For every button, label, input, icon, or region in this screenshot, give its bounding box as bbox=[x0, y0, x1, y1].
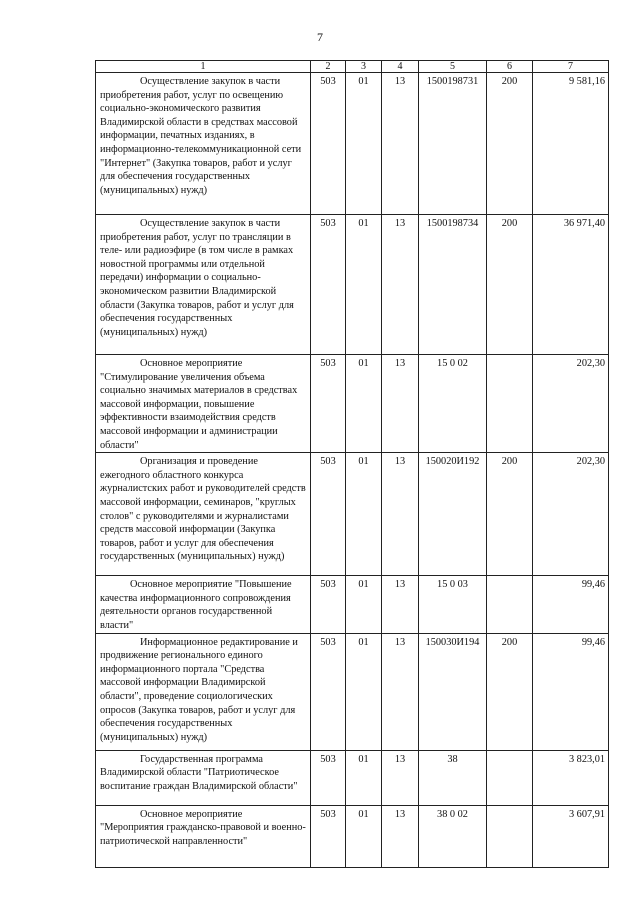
column-header: 2 bbox=[311, 61, 346, 73]
row-code-5: 15 0 02 bbox=[419, 355, 487, 453]
row-code-4: 13 bbox=[382, 453, 419, 576]
row-code-3: 01 bbox=[346, 805, 382, 867]
row-code-2: 503 bbox=[311, 215, 346, 355]
row-code-4: 13 bbox=[382, 355, 419, 453]
row-amount: 99,46 bbox=[533, 576, 609, 633]
budget-table bbox=[95, 60, 609, 868]
row-name: Организация и проведение ежегодного областного конкурса журналистских работ и руководителей средств массовой информации, семинаров, "круглых столов" с руководителями и журналистами средств массовой информации (Закупка товаров, работ и услуг для обеспечения государственных (муниципальных) нужд) bbox=[96, 453, 311, 576]
row-code-2: 503 bbox=[311, 633, 346, 750]
table-header-row bbox=[96, 61, 609, 73]
row-code-2: 503 bbox=[311, 576, 346, 633]
row-code-4: 13 bbox=[382, 805, 419, 867]
row-code-6 bbox=[487, 355, 533, 453]
row-code-4: 13 bbox=[382, 750, 419, 805]
row-code-5: 150030И194 bbox=[419, 633, 487, 750]
row-amount: 3 607,91 bbox=[533, 805, 609, 867]
column-header: 1 bbox=[96, 61, 311, 73]
table-row bbox=[96, 633, 609, 750]
row-code-2: 503 bbox=[311, 750, 346, 805]
row-code-6 bbox=[487, 750, 533, 805]
row-code-6: 200 bbox=[487, 453, 533, 576]
row-code-5: 38 0 02 bbox=[419, 805, 487, 867]
row-name: Основное мероприятие "Стимулирование увеличения объема социально значимых материалов в средствах массовой информации, повышение эффективности взаимодействия средств массовой информации и администрации области" bbox=[96, 355, 311, 453]
row-code-2: 503 bbox=[311, 805, 346, 867]
row-code-4: 13 bbox=[382, 73, 419, 215]
row-code-5: 150020И192 bbox=[419, 453, 487, 576]
row-code-5: 1500198734 bbox=[419, 215, 487, 355]
row-code-6 bbox=[487, 805, 533, 867]
row-amount: 202,30 bbox=[533, 453, 609, 576]
row-amount: 36 971,40 bbox=[533, 215, 609, 355]
row-code-6 bbox=[487, 576, 533, 633]
row-name: Основное мероприятие "Мероприятия гражданско-правовой и военно-патриотической направленности" bbox=[96, 805, 311, 867]
row-code-4: 13 bbox=[382, 633, 419, 750]
row-amount: 202,30 bbox=[533, 355, 609, 453]
column-header: 4 bbox=[382, 61, 419, 73]
table-row bbox=[96, 73, 609, 215]
page-number: 7 bbox=[317, 30, 323, 44]
row-amount: 3 823,01 bbox=[533, 750, 609, 805]
row-name: Осуществление закупок в части приобретения работ, услуг по трансляции в теле- или радиоэфире (в том числе в рамках новостной программы или отдельной передачи) информации о социально-экономическом развитии Владимирской области (Закупка товаров, работ и услуг для обеспечения государственных (муниципальных) нужд) bbox=[96, 215, 311, 355]
row-amount: 9 581,16 bbox=[533, 73, 609, 215]
row-name: Информационное редактирование и продвижение регионального единого информационного портала "Средства массовой информации Владимирской области", проведение социологических опросов (Закупка товаров, работ и услуг для обеспечения государственных (муниципальных) нужд) bbox=[96, 633, 311, 750]
row-code-3: 01 bbox=[346, 576, 382, 633]
table-row bbox=[96, 453, 609, 576]
row-code-3: 01 bbox=[346, 355, 382, 453]
row-code-4: 13 bbox=[382, 215, 419, 355]
row-code-6: 200 bbox=[487, 215, 533, 355]
row-name: Осуществление закупок в части приобретения работ, услуг по освещению социально-экономического развития Владимирской области в средствах массовой информации, печатных изданиях, в информационно-телекоммуникационной сети "Интернет" (Закупка товаров, работ и услуг для обеспечения государственных (муниципальных) нужд) bbox=[96, 73, 311, 215]
row-code-3: 01 bbox=[346, 215, 382, 355]
row-code-3: 01 bbox=[346, 73, 382, 215]
table-row bbox=[96, 750, 609, 805]
row-code-3: 01 bbox=[346, 453, 382, 576]
row-code-5: 1500198731 bbox=[419, 73, 487, 215]
row-code-5: 38 bbox=[419, 750, 487, 805]
row-code-2: 503 bbox=[311, 73, 346, 215]
row-code-6: 200 bbox=[487, 73, 533, 215]
row-code-3: 01 bbox=[346, 750, 382, 805]
row-code-4: 13 bbox=[382, 576, 419, 633]
row-code-3: 01 bbox=[346, 633, 382, 750]
row-code-2: 503 bbox=[311, 355, 346, 453]
column-header: 5 bbox=[419, 61, 487, 73]
column-header: 3 bbox=[346, 61, 382, 73]
row-code-6: 200 bbox=[487, 633, 533, 750]
table-row bbox=[96, 215, 609, 355]
row-name: Государственная программа Владимирской области "Патриотическое воспитание граждан Владимирской области" bbox=[96, 750, 311, 805]
table-row bbox=[96, 355, 609, 453]
table-row bbox=[96, 805, 609, 867]
column-header: 7 bbox=[533, 61, 609, 73]
row-code-5: 15 0 03 bbox=[419, 576, 487, 633]
row-amount: 99,46 bbox=[533, 633, 609, 750]
table-row bbox=[96, 576, 609, 633]
row-name: Основное мероприятие "Повышение качества информационного сопровождения деятельности органов государственной власти" bbox=[96, 576, 311, 633]
column-header: 6 bbox=[487, 61, 533, 73]
row-code-2: 503 bbox=[311, 453, 346, 576]
